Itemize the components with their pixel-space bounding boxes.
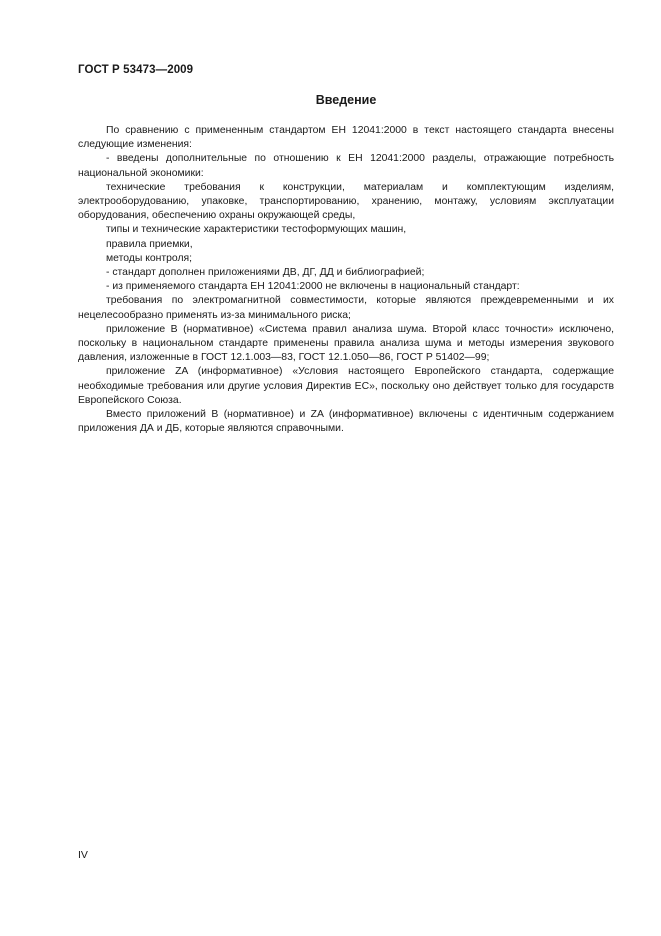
paragraph: технические требования к конструкции, материалам и комплектующим изделиям, электрооборудованию, упаковке, транспортированию, хранению, монтажу, условиям эксплуатации оборудования, обеспечению охраны окружающей среды, (78, 181, 614, 222)
paragraph: правила приемки, (106, 238, 193, 250)
paragraph: Вместо приложений В (нормативное) и ZA (информативное) включены с идентичным содержанием приложения ДА и ДБ, которые являются справочными. (78, 409, 614, 435)
section-title: Введение (315, 93, 377, 107)
document-body (78, 124, 614, 436)
paragraph: приложение ZA (информативное) «Условия настоящего Европейского стандарта, содержащие необходимые требования или другие условия Директив ЕС», поскольку оно действует только для государств Европейского Союза. (78, 366, 614, 406)
paragraph: - стандарт дополнен приложениями ДВ, ДГ, ДД и библиографией; (106, 267, 425, 279)
paragraph: По сравнению с примененным стандартом ЕН 12041:2000 в текст настоящего стандарта внесены следующие изменения: (78, 125, 614, 151)
paragraph: методы контроля; (106, 252, 193, 264)
paragraph: - из применяемого стандарта ЕН 12041:2000 не включены в национальный стандарт: (106, 281, 520, 293)
paragraph: - введены дополнительные по отношению к ЕН 12041:2000 разделы, отражающие потребность национальной экономики: (78, 153, 614, 179)
paragraph: приложение В (нормативное) «Система правил анализа шума. Второй класс точности» исключено, поскольку в национальном стандарте применены правила анализа шума и методы измерения звукового давления, изложенные в ГОСТ 12.1.003—83, ГОСТ 12.1.050—86, ГОСТ Р 51402—99; (78, 323, 614, 364)
page-number: IV (78, 849, 88, 861)
paragraph: типы и технические характеристики тестоформующих машин, (106, 224, 407, 236)
document-header-code: ГОСТ Р 53473—2009 (78, 64, 194, 76)
paragraph: требования по электромагнитной совместимости, которые являются преждевременными и их нецелесообразно применять из-за минимального риска; (78, 295, 614, 321)
